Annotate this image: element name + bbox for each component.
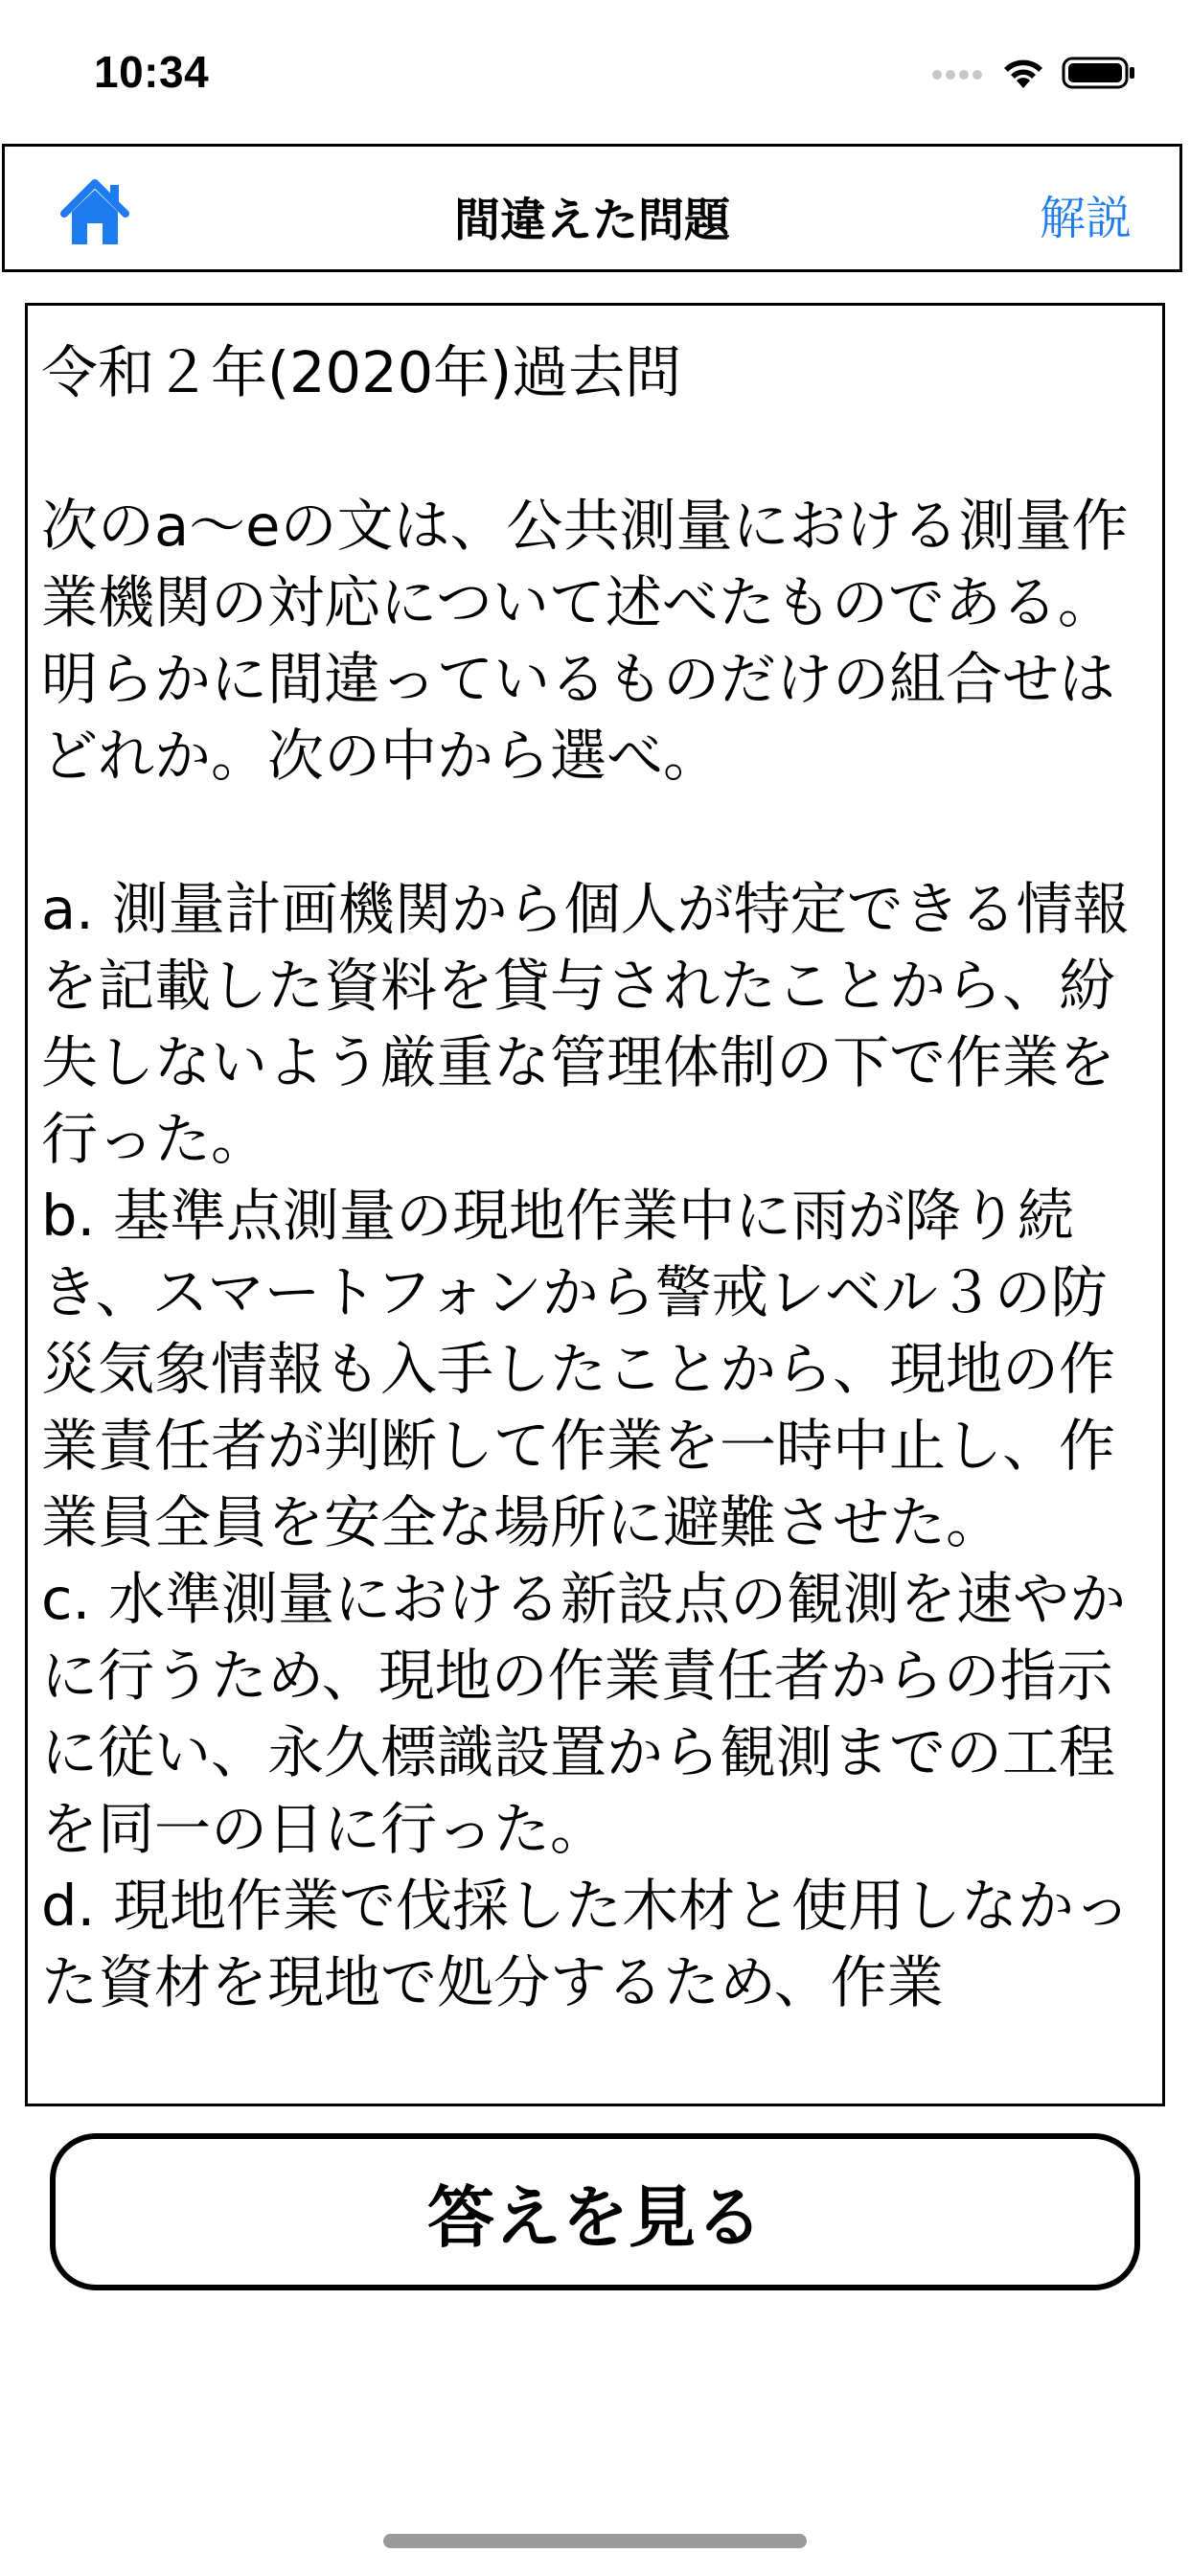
question-scroll-view[interactable]	[25, 303, 1165, 2106]
question-text: 令和２年(2020年)過去問 次のa〜eの文は、公共測量における測量作業機関の対応について述べたものである。明らかに間違っているものだけの組合せはどれか。次の中から選べ。 a. 測量計画機関から個人が特定できる情報を記載した資料を貸与されたことから、紛失しないよう厳重な管理体制の下で作業を行った。 b. 基準点測量の現地作業中に雨が降り続き、スマートフォンから警戒レベル３の防災気象情報も入手したことから、現地の作業責任者が判断して作業を一時中止し、作業員全員を安全な場所に避難させた。 c. 水準測量における新設点の観測を速やかに行うため、現地の作業責任者からの指示に従い、永久標識設置から観測までの工程を同一の日に行った。 d. 現地作業で伐採した木材と使用しなかった資材を現地で処分するため、作業	[41, 339, 1131, 2015]
explanation-button[interactable]: 解説	[1039, 192, 1132, 245]
show-answer-button[interactable]: 答えを見る	[50, 2133, 1140, 2290]
home-indicator[interactable]	[383, 2534, 807, 2548]
nav-bar	[2, 144, 1182, 272]
status-icons	[931, 56, 1136, 90]
page-title: 間違えた問題	[453, 194, 730, 247]
status-bar	[0, 0, 1190, 144]
battery-icon	[1062, 56, 1136, 90]
status-time: 10:34	[94, 47, 210, 97]
wifi-icon	[1000, 56, 1046, 90]
signal-icon	[931, 63, 985, 82]
